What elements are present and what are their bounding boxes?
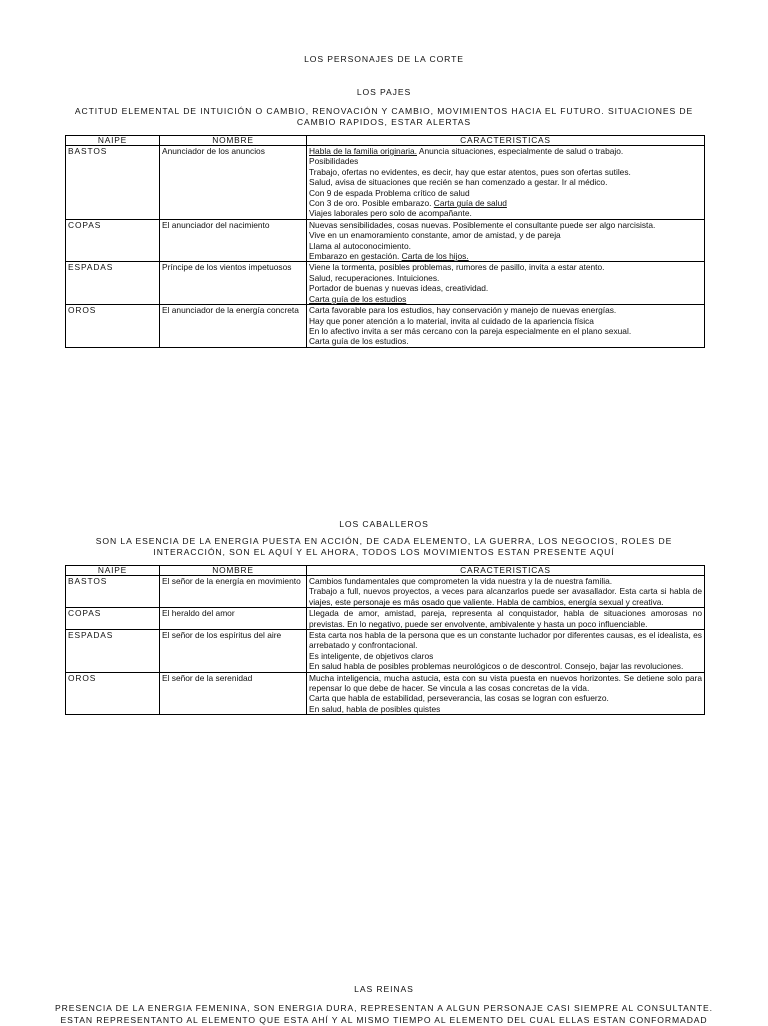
- line-text: Con 9 de espada Problema crítico de salud: [309, 187, 470, 198]
- caracteristica-line: [309, 586, 702, 607]
- line-text: En lo afectivo invita a ser más cercano con la pareja especialmente en el plano sexual.: [309, 325, 632, 336]
- line-text: Portador de buenas y nuevas ideas, creatividad.: [309, 283, 489, 294]
- line-text: Viene la tormenta, posibles problemas, rumores de pasillo, invita a estar atento.: [309, 262, 605, 273]
- caracteristica-line: [309, 673, 702, 694]
- header-caracteristicas: CARACTERISTICAS: [307, 136, 705, 146]
- caracteristica-line: [309, 251, 702, 261]
- table-row: [66, 672, 705, 715]
- table-row: [66, 608, 705, 630]
- line-text: En salud, habla de posibles quistes: [309, 703, 441, 714]
- caracteristicas-cell: [307, 608, 705, 630]
- line-text: Hay que poner atención a lo material, invita al cuidado de la apariencia física: [309, 315, 594, 326]
- caracteristica-line: [309, 305, 702, 315]
- caracteristica-line: [309, 241, 702, 251]
- caracteristicas-cell: [307, 146, 705, 220]
- table-row: [66, 262, 705, 305]
- caracteristicas-cell: [307, 576, 705, 608]
- caracteristica-line: [309, 294, 702, 304]
- caracteristica-line: [309, 651, 702, 661]
- line-text: Trabajo, ofertas no evidentes, es decir, hay que estar atentos, pues son ofertas sutiles.: [309, 166, 631, 177]
- line-text: Viajes laborales pero solo de acompañante.: [309, 208, 472, 219]
- caracteristica-line: [309, 198, 702, 208]
- caracteristica-line: [309, 661, 702, 671]
- naipe-cell: OROS: [66, 305, 160, 348]
- caracteristica-line: [309, 177, 702, 187]
- underlined-text: Carta de los hijos.: [401, 251, 469, 262]
- caracteristicas-cell: [307, 305, 705, 348]
- line-text: Es inteligente, de objetivos claros: [309, 650, 434, 661]
- nombre-cell: El señor de la energía en movimiento: [160, 576, 307, 608]
- caracteristica-line: [309, 608, 702, 629]
- line-text: Esta carta nos habla de la persona que es un constante luchador por diferentes causas, es el idealista, es arrebatado y confrontacional.: [309, 630, 702, 651]
- table-row: [66, 146, 705, 220]
- table-row: [66, 305, 705, 348]
- line-text: Trabajo a full, nuevos proyectos, a veces para alcanzarlos puede ser avasallador. Esta carta si habla de viajes, este personaje es más osado que valiente. Habla de cambios, energía sexual y creativa.: [309, 586, 702, 607]
- table-row: [66, 576, 705, 608]
- nombre-cell: El anunciador del nacimiento: [160, 219, 307, 262]
- line-text: Carta favorable para los estudios, hay conservación y manejo de nuevas energías.: [309, 305, 617, 316]
- nombre-cell: El señor de los espíritus del aire: [160, 630, 307, 673]
- caracteristicas-cell: [307, 630, 705, 673]
- caracteristica-line: [309, 262, 702, 272]
- reinas-intro-line1: PRESENCIA DE LA ENERGIA FEMENINA, SON ENERGIA DURA, REPRESENTAN A ALGUN PERSONAJE CASI SIEMPRE AL CONSULTANTE.: [55, 1003, 713, 1013]
- header-nombre: NOMBRE: [160, 136, 307, 146]
- caracteristica-line: [309, 146, 702, 156]
- caracteristica-line: [309, 230, 702, 240]
- caracteristicas-cell: [307, 672, 705, 715]
- reinas-heading: LAS REINAS: [354, 984, 414, 994]
- line-text: Cambios fundamentales que comprometen la vida nuestra y la de nuestra familia.: [309, 576, 613, 586]
- header-naipe: NAIPE: [66, 566, 160, 576]
- line-text: Llegada de amor, amistad, pareja, representa al conquistador, habla de situaciones amorosas no previstas. En lo negativo, puede ser envolvente, ambivalente y hasta un poco influenciable.: [309, 608, 702, 629]
- table-header-row: [66, 136, 705, 146]
- caracteristica-line: [309, 220, 702, 230]
- header-nombre: NOMBRE: [160, 566, 307, 576]
- line-text: Con 3 de oro. Posible embarazo.: [309, 198, 434, 209]
- line-text: Salud, recuperaciones. Intuiciones.: [309, 272, 440, 283]
- caracteristica-line: [309, 167, 702, 177]
- table-header-row: [66, 566, 705, 576]
- caracteristica-line: [309, 283, 702, 293]
- nombre-cell: Príncipe de los vientos impetuosos: [160, 262, 307, 305]
- line-text: Vive en un enamoramiento constante, amor de amistad, y de pareja: [309, 230, 561, 241]
- underlined-text: Habla de la familia originaria.: [309, 146, 417, 156]
- header-naipe: NAIPE: [66, 136, 160, 146]
- caballeros-table: [65, 565, 705, 715]
- nombre-cell: Anunciador de los anuncios: [160, 146, 307, 220]
- header-caracteristicas: CARACTERISTICAS: [307, 566, 705, 576]
- naipe-cell: ESPADAS: [66, 262, 160, 305]
- caracteristica-line: [309, 326, 702, 336]
- caracteristica-line: [309, 576, 702, 586]
- caracteristicas-cell: [307, 219, 705, 262]
- line-text: Carta guía de los estudios.: [309, 336, 409, 347]
- nombre-cell: El heraldo del amor: [160, 608, 307, 630]
- caracteristica-line: [309, 630, 702, 651]
- caracteristica-line: [309, 336, 702, 346]
- pajes-intro: ACTITUD ELEMENTAL DE INTUICIÓN O CAMBIO, RENOVACIÓN Y CAMBIO, MOVIMIENTOS HACIA EL FUTURO. SITUACIONES DE CAMBIO RAPIDOS, ESTAR ALERTAS: [74, 106, 694, 127]
- line-text: Anuncia situaciones, especialmente de salud o trabajo.: [417, 146, 624, 156]
- caracteristica-line: [309, 316, 702, 326]
- nombre-cell: El señor de la serenidad: [160, 672, 307, 715]
- pajes-heading: LOS PAJES: [356, 87, 412, 97]
- line-text: Mucha inteligencia, mucha astucia, esta con su vista puesta en nuevos horizontes. Se detiene solo para repensar lo que debe de hacer. Se vincula a las cosas concretas de la vida.: [309, 672, 702, 694]
- caballeros-intro: SON LA ESENCIA DE LA ENERGIA PUESTA EN ACCIÓN, DE CADA ELEMENTO, LA GUERRA, LOS NEGOCIOS, ROLES DE INTERACCIÓN, SON EL AQUÍ Y EL AHORA, TODOS LOS MOVIMIENTOS ESTAN PRESENTE AQUÍ: [95, 536, 673, 557]
- caracteristica-line: [309, 208, 702, 218]
- pajes-table: [65, 135, 705, 348]
- table-row: [66, 630, 705, 673]
- reinas-intro-line2: ESTAN REPRESENTANTO AL ELEMENTO QUE ESTA AHÍ Y AL MISMO TIEMPO AL ELEMENTO DEL CUAL ELLAS ESTAN CONFORMADAD: [60, 1015, 708, 1025]
- naipe-cell: ESPADAS: [66, 630, 160, 673]
- table-row: [66, 219, 705, 262]
- naipe-cell: BASTOS: [66, 576, 160, 608]
- line-text: Llama al autoconocimiento.: [309, 240, 411, 251]
- line-text: Salud, avisa de situaciones que recién se han comenzado a gestar. Ir al médico.: [309, 177, 608, 188]
- line-text: En salud habla de posibles problemas neurológicos o de descontrol. Consejo, bajar las revoluciones.: [309, 661, 684, 672]
- naipe-cell: COPAS: [66, 608, 160, 630]
- line-text: Carta que habla de estabilidad, perseverancia, las cosas se logran con esfuerzo.: [309, 693, 609, 704]
- caracteristica-line: [309, 273, 702, 283]
- naipe-cell: BASTOS: [66, 146, 160, 220]
- document-title: LOS PERSONAJES DE LA CORTE: [304, 54, 464, 64]
- caracteristicas-cell: [307, 262, 705, 305]
- line-text: Nuevas sensibilidades, cosas nuevas. Posiblemente el consultante puede ser algo narcisista.: [309, 219, 656, 230]
- naipe-cell: OROS: [66, 672, 160, 715]
- line-text: Posibilidades: [309, 156, 359, 167]
- caracteristica-line: [309, 188, 702, 198]
- naipe-cell: COPAS: [66, 219, 160, 262]
- caballeros-heading: LOS CABALLEROS: [339, 519, 429, 529]
- caracteristica-line: [309, 156, 702, 166]
- caracteristica-line: [309, 693, 702, 703]
- underlined-text: Carta guía de salud: [433, 198, 507, 209]
- nombre-cell: El anunciador de la energía concreta: [160, 305, 307, 348]
- line-text: Embarazo en gestación.: [309, 251, 402, 262]
- caracteristica-line: [309, 704, 702, 714]
- underlined-text: Carta guía de los estudios: [309, 293, 407, 304]
